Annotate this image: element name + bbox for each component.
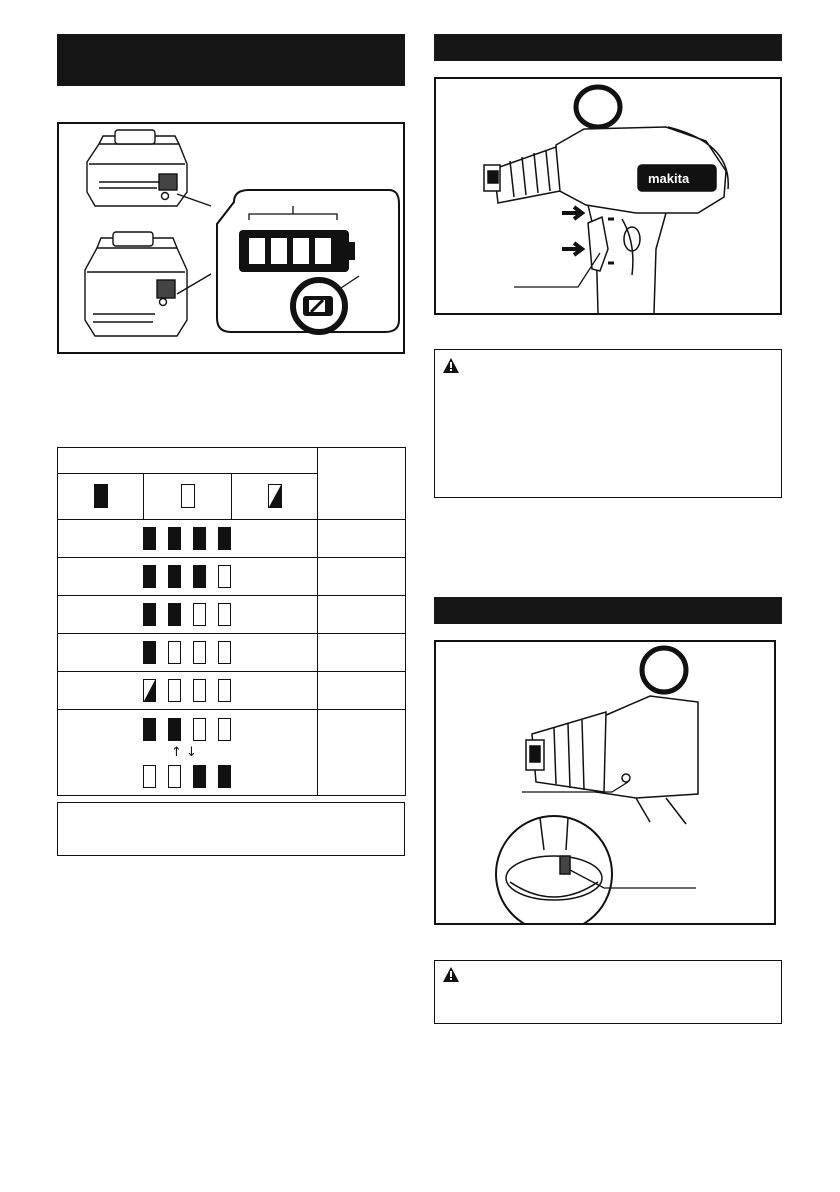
battery-indicator-figure bbox=[57, 122, 405, 354]
lamp-off-icon bbox=[193, 641, 206, 664]
remaining-cell bbox=[318, 634, 406, 672]
lamp-on-icon bbox=[168, 565, 181, 588]
section-header-left bbox=[57, 34, 405, 86]
level-row bbox=[58, 596, 406, 634]
lamp-off-icon bbox=[143, 765, 156, 788]
lamp-off-icon bbox=[218, 718, 231, 741]
battery-pack-large-icon bbox=[85, 232, 187, 336]
level-row bbox=[58, 558, 406, 596]
lamp-on-icon bbox=[193, 527, 206, 550]
alternating-arrows: ↑ ↓ bbox=[171, 745, 197, 760]
lamp-blinking-icon bbox=[268, 484, 282, 508]
lock-button-figure bbox=[434, 640, 776, 925]
remaining-cell bbox=[318, 710, 406, 796]
remaining-capacity-header bbox=[318, 448, 406, 520]
trigger-figure bbox=[434, 77, 782, 315]
level-row bbox=[58, 520, 406, 558]
legend-blinking bbox=[232, 474, 318, 520]
lamp-on-icon bbox=[193, 565, 206, 588]
alternating-row bbox=[58, 710, 318, 796]
brand-logo-icon: makita bbox=[648, 171, 690, 186]
section-header-right-1 bbox=[434, 34, 782, 61]
lamp-off-icon bbox=[193, 679, 206, 702]
lamp-cell bbox=[58, 520, 318, 558]
lamp-on-icon bbox=[143, 565, 156, 588]
remaining-cell bbox=[318, 596, 406, 634]
note-box bbox=[57, 802, 405, 856]
caution-box-2 bbox=[434, 960, 782, 1024]
lamp-on-icon bbox=[218, 765, 231, 788]
legend-off bbox=[144, 474, 232, 520]
lamp-cell bbox=[58, 672, 318, 710]
impact-wrench-lock-illustration bbox=[436, 642, 774, 923]
lamp-off-icon bbox=[218, 641, 231, 664]
lamp-off-icon bbox=[168, 679, 181, 702]
lamp-on-icon bbox=[168, 718, 181, 741]
lamp-off-icon bbox=[218, 603, 231, 626]
lamp-on-icon bbox=[218, 527, 231, 550]
lamp-off-icon bbox=[168, 765, 181, 788]
lamp-cell bbox=[58, 634, 318, 672]
lamp-cell bbox=[58, 558, 318, 596]
lamp-on-icon bbox=[143, 718, 156, 741]
lamp-off-icon bbox=[218, 565, 231, 588]
press-arrow-icon bbox=[562, 207, 582, 219]
remaining-cell bbox=[318, 558, 406, 596]
caution-box-1 bbox=[434, 349, 782, 498]
battery-illustration bbox=[59, 124, 403, 352]
impact-wrench-trigger-illustration bbox=[436, 79, 780, 313]
lamp-off-icon bbox=[168, 641, 181, 664]
section-header-right-2 bbox=[434, 597, 782, 624]
warning-icon bbox=[443, 358, 459, 373]
level-row bbox=[58, 634, 406, 672]
press-arrow-icon bbox=[562, 243, 582, 255]
lamp-cell bbox=[58, 596, 318, 634]
lamp-half-icon bbox=[143, 679, 156, 702]
lamp-off-icon bbox=[193, 603, 206, 626]
legend-lighted bbox=[58, 474, 144, 520]
lamp-on-icon bbox=[143, 527, 156, 550]
warning-icon bbox=[443, 967, 459, 982]
battery-pack-small-icon bbox=[87, 130, 187, 206]
lamp-lighted-icon bbox=[94, 484, 108, 508]
indicator-table bbox=[57, 447, 406, 796]
lamp-on-icon bbox=[143, 641, 156, 664]
lamp-on-icon bbox=[168, 527, 181, 550]
lamp-off-icon bbox=[193, 718, 206, 741]
level-row bbox=[58, 672, 406, 710]
lamp-off-icon bbox=[181, 484, 195, 508]
lamp-off-icon bbox=[218, 679, 231, 702]
lamp-header bbox=[58, 448, 318, 474]
remaining-cell bbox=[318, 520, 406, 558]
lamp-on-icon bbox=[193, 765, 206, 788]
lamp-on-icon bbox=[143, 603, 156, 626]
lamp-on-icon bbox=[168, 603, 181, 626]
remaining-cell bbox=[318, 672, 406, 710]
